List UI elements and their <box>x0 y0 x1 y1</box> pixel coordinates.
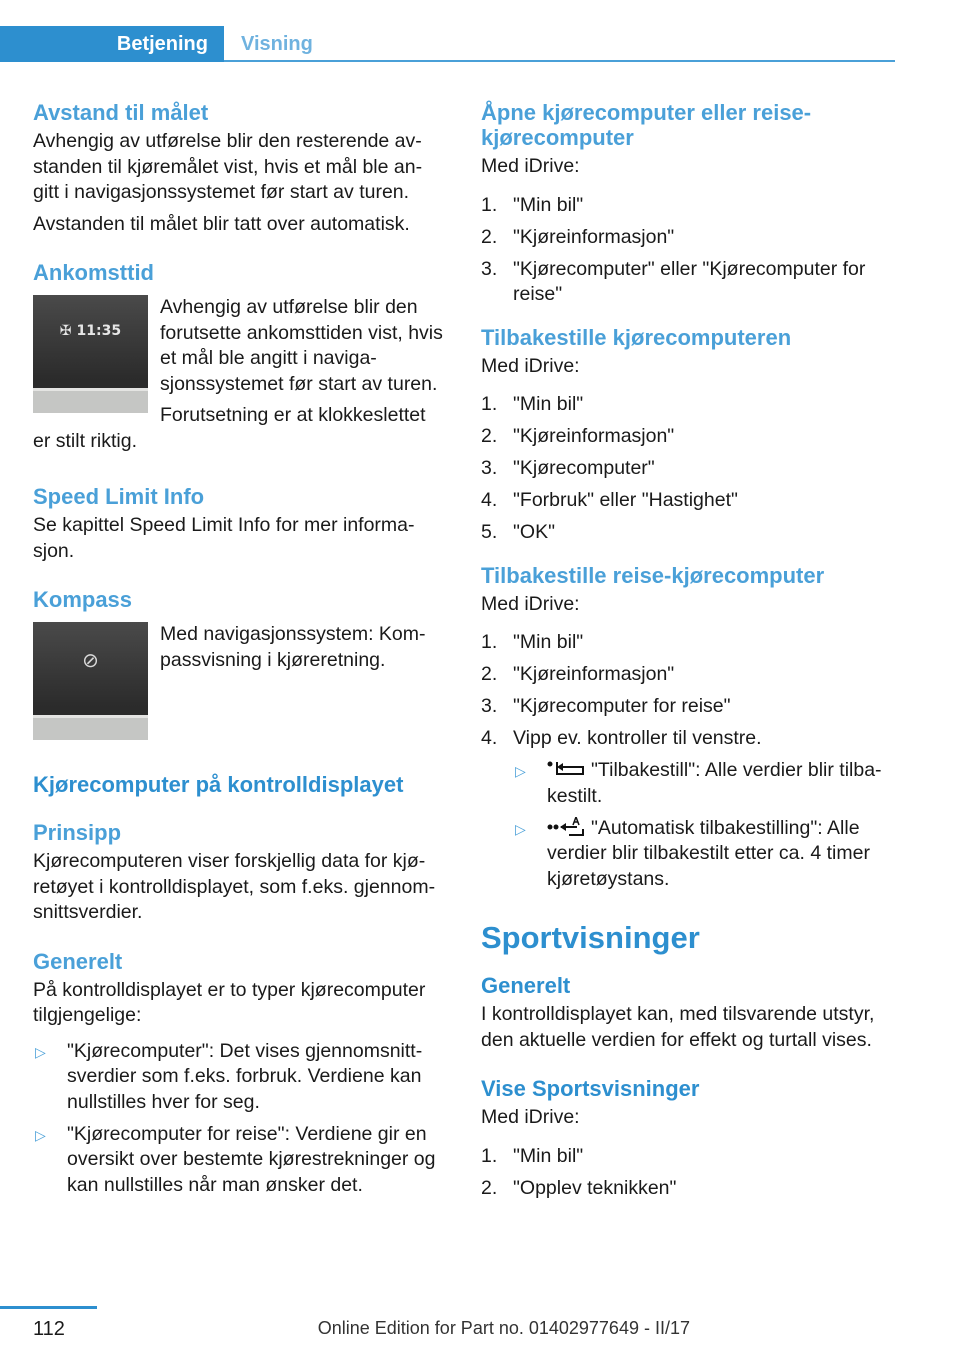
heading-kjorecomputer-kontrolldisplay: Kjørecomputer på kontrolldisplayet <box>33 772 404 797</box>
page-number: 112 <box>33 1318 65 1340</box>
heading-avstand: Avstand til målet <box>33 100 209 125</box>
list-item: 2. "Kjøreinformasjon" <box>481 225 675 248</box>
left-column <box>33 100 448 1205</box>
list-item: 4. "Forbruk" eller "Hastighet" <box>481 489 738 511</box>
list-item: 2. "Kjøreinformasjon" <box>481 425 675 447</box>
page-number-rule <box>0 1306 97 1309</box>
reset2-intro: Med iDrive: <box>481 592 580 615</box>
apne-intro: Med iDrive: <box>481 155 580 177</box>
list-item: 2. "Kjøreinformasjon" <box>481 663 675 685</box>
heading-sport-generelt: Generelt <box>481 973 571 998</box>
list-item: ▷ "Tilbakestill": Alle verdier blir tilba-kestilt. <box>513 758 896 809</box>
list-item: 1. "Min bil" <box>481 193 584 216</box>
triangle-bullet-icon: ▷ <box>35 1043 46 1060</box>
reset2-steps <box>481 630 896 752</box>
ankomst-paragraph-1: Avhengig av utførelse blir den forutsette ankomsttiden vist, hvis et mål ble angitt i naviga-sjonssystemet før start av turen. <box>160 296 443 395</box>
list-item: 1. "Min bil" <box>481 393 584 415</box>
tab-betjening[interactable]: Betjening <box>0 26 224 62</box>
heading-tilbakestille-kjorecomputeren: Tilbakestille kjørecomputeren <box>481 324 792 350</box>
heading-vise-sportsvisninger: Vise Sportsvisninger <box>481 1076 700 1101</box>
edition-footer: Online Edition for Part no. 01402977649 - II/17 <box>317 1318 690 1338</box>
list-item: 2. "Opplev teknikken" <box>481 1176 677 1199</box>
heading-speed-limit-info: Speed Limit Info <box>33 484 205 509</box>
auto-reset-icon <box>547 817 587 837</box>
heading-generelt: Generelt <box>33 948 123 974</box>
vise-steps <box>481 1144 896 1202</box>
reset1-steps <box>481 392 896 546</box>
ankomst-block <box>33 295 448 454</box>
section-tabs <box>0 26 895 62</box>
speed-paragraph: Se kapittel Speed Limit Info for mer informa-sjon. <box>33 514 415 562</box>
display-bar <box>33 388 148 413</box>
list-item: 5. "OK" <box>481 521 556 543</box>
triangle-bullet-icon: ▷ <box>515 763 526 779</box>
triangle-bullet-icon: ▷ <box>35 1126 46 1143</box>
sport-generelt-paragraph: I kontrolldisplayet kan, med tilsvarende utstyr, den aktuelle verdien for effekt og turtall vises. <box>481 1003 875 1051</box>
kompass-paragraph: Med navigasjonssystem: Kom-passvisning i kjøreretning. <box>160 623 426 671</box>
list-item: 3. "Kjørecomputer" eller "Kjørecomputer for reise" <box>481 257 866 305</box>
compass-icon: ⊘ <box>82 650 99 672</box>
reset2-substeps <box>481 758 896 892</box>
tab-visning[interactable]: Visning <box>241 33 313 55</box>
right-column <box>481 100 896 1208</box>
generelt-paragraph: På kontrolldisplayet er to typer kjørecomputer tilgjengelige: <box>33 978 426 1026</box>
heading-sportvisninger: Sportvisninger <box>481 920 700 955</box>
list-item: 4. Vipp ev. kontroller til venstre. <box>481 727 762 749</box>
avstand-paragraph-2: Avstanden til målet blir tatt over automatisk. <box>33 212 410 235</box>
avstand-paragraph-1: Avhengig av utførelse blir den resterende av-standen til kjøremålet vist, hvis et mål ble an-gitt i navigasjonssystemet før start av turen. <box>33 130 423 203</box>
heading-apne-kjorecomputer: Åpne kjørecomputer eller reise-kjørecomputer <box>481 100 812 150</box>
list-item: ▷ "Kjørecomputer for reise": Verdiene gir en oversikt over bestemte kjørestrekninger og kan nullstilles når man ønsker det. <box>33 1122 448 1199</box>
arrival-time-display-image <box>33 295 148 413</box>
reset1-intro: Med iDrive: <box>481 354 580 377</box>
prinsipp-paragraph: Kjørecomputeren viser forskjellig data for kjø-retøyet i kontrolldisplayet, som f.eks. gjennom-snittsverdier. <box>33 850 436 923</box>
vise-intro: Med iDrive: <box>481 1106 580 1128</box>
list-item: 1. "Min bil" <box>481 631 584 653</box>
list-item: 3. "Kjørecomputer for reise" <box>481 695 731 717</box>
heading-tilbakestille-reise: Tilbakestille reise-kjørecomputer <box>481 562 825 588</box>
reset-icon <box>547 759 587 779</box>
apne-steps <box>481 193 896 308</box>
kjorecomputer-types-list <box>33 1039 448 1199</box>
triangle-bullet-icon: ▷ <box>515 820 526 837</box>
kompass-block <box>33 622 448 740</box>
list-item: ▷ "Automatisk tilbakestilling": Alle verdier blir tilbakestilt etter ca. 4 timer kjøretøystans. <box>513 816 896 893</box>
compass-display-image <box>33 622 148 740</box>
arrival-time-readout: ✠ 11:35 <box>59 323 122 339</box>
display-bar <box>33 715 148 740</box>
heading-kompass: Kompass <box>33 587 133 612</box>
list-item: 1. "Min bil" <box>481 1144 584 1167</box>
heading-ankomsttid: Ankomsttid <box>33 260 154 285</box>
list-item: 3. "Kjørecomputer" <box>481 457 655 479</box>
ankomst-paragraph-2: Forutsetning er at klokkeslettet er stilt riktig. <box>33 404 426 452</box>
list-item: ▷ "Kjørecomputer": Det vises gjennomsnitt-sverdier som f.eks. forbruk. Verdiene kan nullstilles hver for seg. <box>33 1039 448 1116</box>
heading-prinsipp: Prinsipp <box>33 820 122 845</box>
